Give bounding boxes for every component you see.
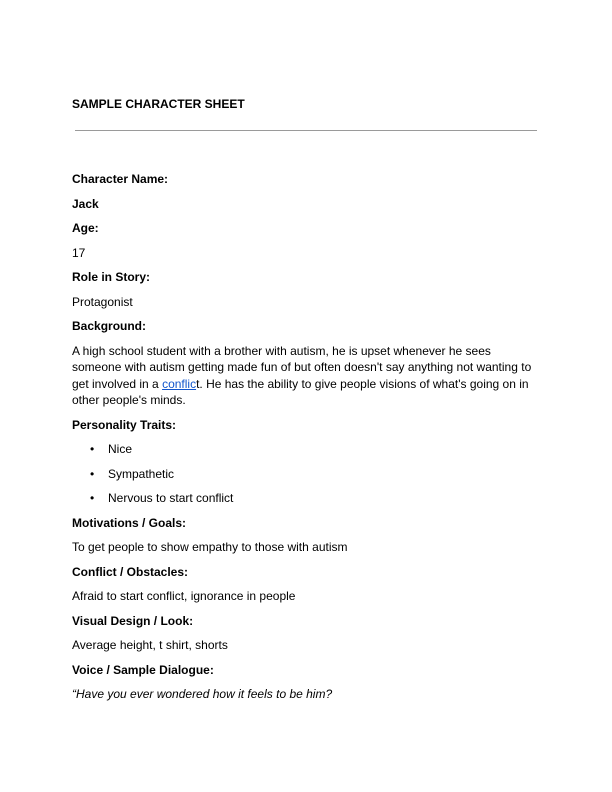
background-label: Background: bbox=[72, 319, 147, 333]
conflict-value: Afraid to start conflict, ignorance in people bbox=[72, 589, 296, 603]
voice-label: Voice / Sample Dialogue: bbox=[72, 662, 214, 677]
bullet-icon: • bbox=[90, 466, 95, 481]
trait-text: Nice bbox=[108, 442, 133, 456]
personality-traits-list bbox=[72, 441, 542, 507]
background-paragraph bbox=[72, 343, 542, 409]
horizontal-divider bbox=[75, 130, 537, 131]
list-item bbox=[72, 466, 542, 483]
bullet-icon: • bbox=[90, 442, 95, 456]
role-label: Role in Story: bbox=[72, 270, 151, 284]
page-title: SAMPLE CHARACTER SHEET bbox=[72, 97, 245, 111]
conflict-label: Conflict / Obstacles: bbox=[72, 564, 189, 579]
bullet-icon: • bbox=[90, 491, 95, 505]
trait-text: Sympathetic bbox=[108, 466, 175, 481]
motivations-label: Motivations / Goals: bbox=[72, 515, 187, 530]
list-item bbox=[72, 490, 542, 507]
character-name-value: Jack bbox=[72, 196, 99, 211]
age-value: 17 bbox=[72, 245, 86, 260]
list-item bbox=[72, 441, 542, 458]
background-text-end: t. He has the ability to give people visions of what's going on in other people's minds. bbox=[72, 376, 529, 407]
character-name-label: Character Name: bbox=[72, 172, 169, 186]
background-text-start: A high school student with a brother with autism, he is upset whenever he sees someone with autism getting made fun of but often doesn't say anything not wanting to get involved in a bbox=[72, 343, 532, 391]
trait-text: Nervous to start conflict bbox=[108, 491, 234, 505]
visual-design-value: Average height, t shirt, shorts bbox=[72, 638, 228, 652]
conflict-link[interactable]: conflic bbox=[162, 376, 197, 391]
voice-dialogue-value: “Have you ever wondered how it feels to be him? bbox=[72, 687, 333, 701]
age-label: Age: bbox=[72, 221, 99, 235]
motivations-value: To get people to show empathy to those with autism bbox=[72, 540, 348, 554]
role-value: Protagonist bbox=[72, 294, 133, 309]
character-sheet-body bbox=[72, 171, 542, 711]
visual-design-label: Visual Design / Look: bbox=[72, 613, 194, 628]
personality-traits-label: Personality Traits: bbox=[72, 417, 177, 432]
